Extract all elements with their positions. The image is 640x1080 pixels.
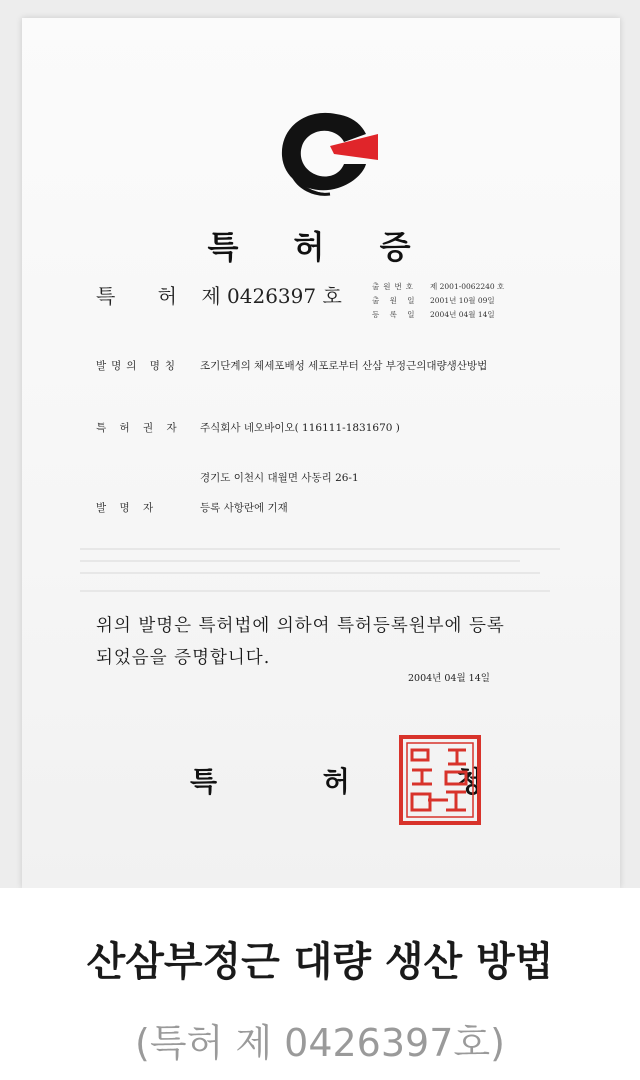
declaration-text xyxy=(96,610,576,674)
issue-date: 2004년 04월 14일 xyxy=(408,673,490,684)
date-value: 2001년 10월 09일 xyxy=(430,296,495,305)
issuing-office: 특 허 청 xyxy=(190,765,531,798)
declaration-line: 되었음을 증명합니다. xyxy=(96,648,271,668)
invention-title: 조기단계의 체세포배성 세포로부터 산삼 부정근의대량생산방법 xyxy=(200,360,488,372)
patent-number-label: 특 허 xyxy=(96,284,195,308)
date-label: 등 록 일 xyxy=(372,310,419,319)
inventor-label: 발 명 자 xyxy=(96,502,159,514)
application-dates xyxy=(372,280,504,322)
date-row xyxy=(372,308,504,322)
date-row xyxy=(372,280,504,294)
official-seal-icon xyxy=(398,734,482,826)
caption-subtitle: (특허 제 0426397호) xyxy=(135,1021,505,1065)
faint-watermark-line xyxy=(80,572,540,574)
date-label: 출원번호 xyxy=(372,282,417,291)
date-value: 2004년 04월 14일 xyxy=(430,310,495,319)
inventor-value: 등록 사항란에 기재 xyxy=(200,502,288,514)
patentee-address: 경기도 이천시 대월면 사동리 26-1 xyxy=(200,472,359,484)
declaration-line: 위의 발명은 특허법에 의하여 특허등록원부에 등록 xyxy=(96,616,505,636)
patentee-label: 특 허 권 자 xyxy=(96,422,182,434)
patent-number xyxy=(96,280,342,309)
patent-number-value: 제 0426397 호 xyxy=(201,284,342,308)
faint-watermark-line xyxy=(80,548,560,550)
patent-office-emblem-icon xyxy=(274,104,384,200)
date-value: 제 2001-0062240 호 xyxy=(430,282,505,291)
caption-title: 산삼부정근 대량 생산 방법 xyxy=(86,939,554,985)
certificate-title: 특 허 증 xyxy=(207,228,433,266)
date-row xyxy=(372,294,504,308)
faint-watermark-line xyxy=(80,560,520,562)
patentee-name: 주식회사 네오바이오( 116111-1831670 ) xyxy=(200,422,400,434)
invention-label: 발명의 명칭 xyxy=(96,360,181,372)
date-label: 출 원 일 xyxy=(372,296,419,305)
faint-watermark-line xyxy=(80,590,550,592)
